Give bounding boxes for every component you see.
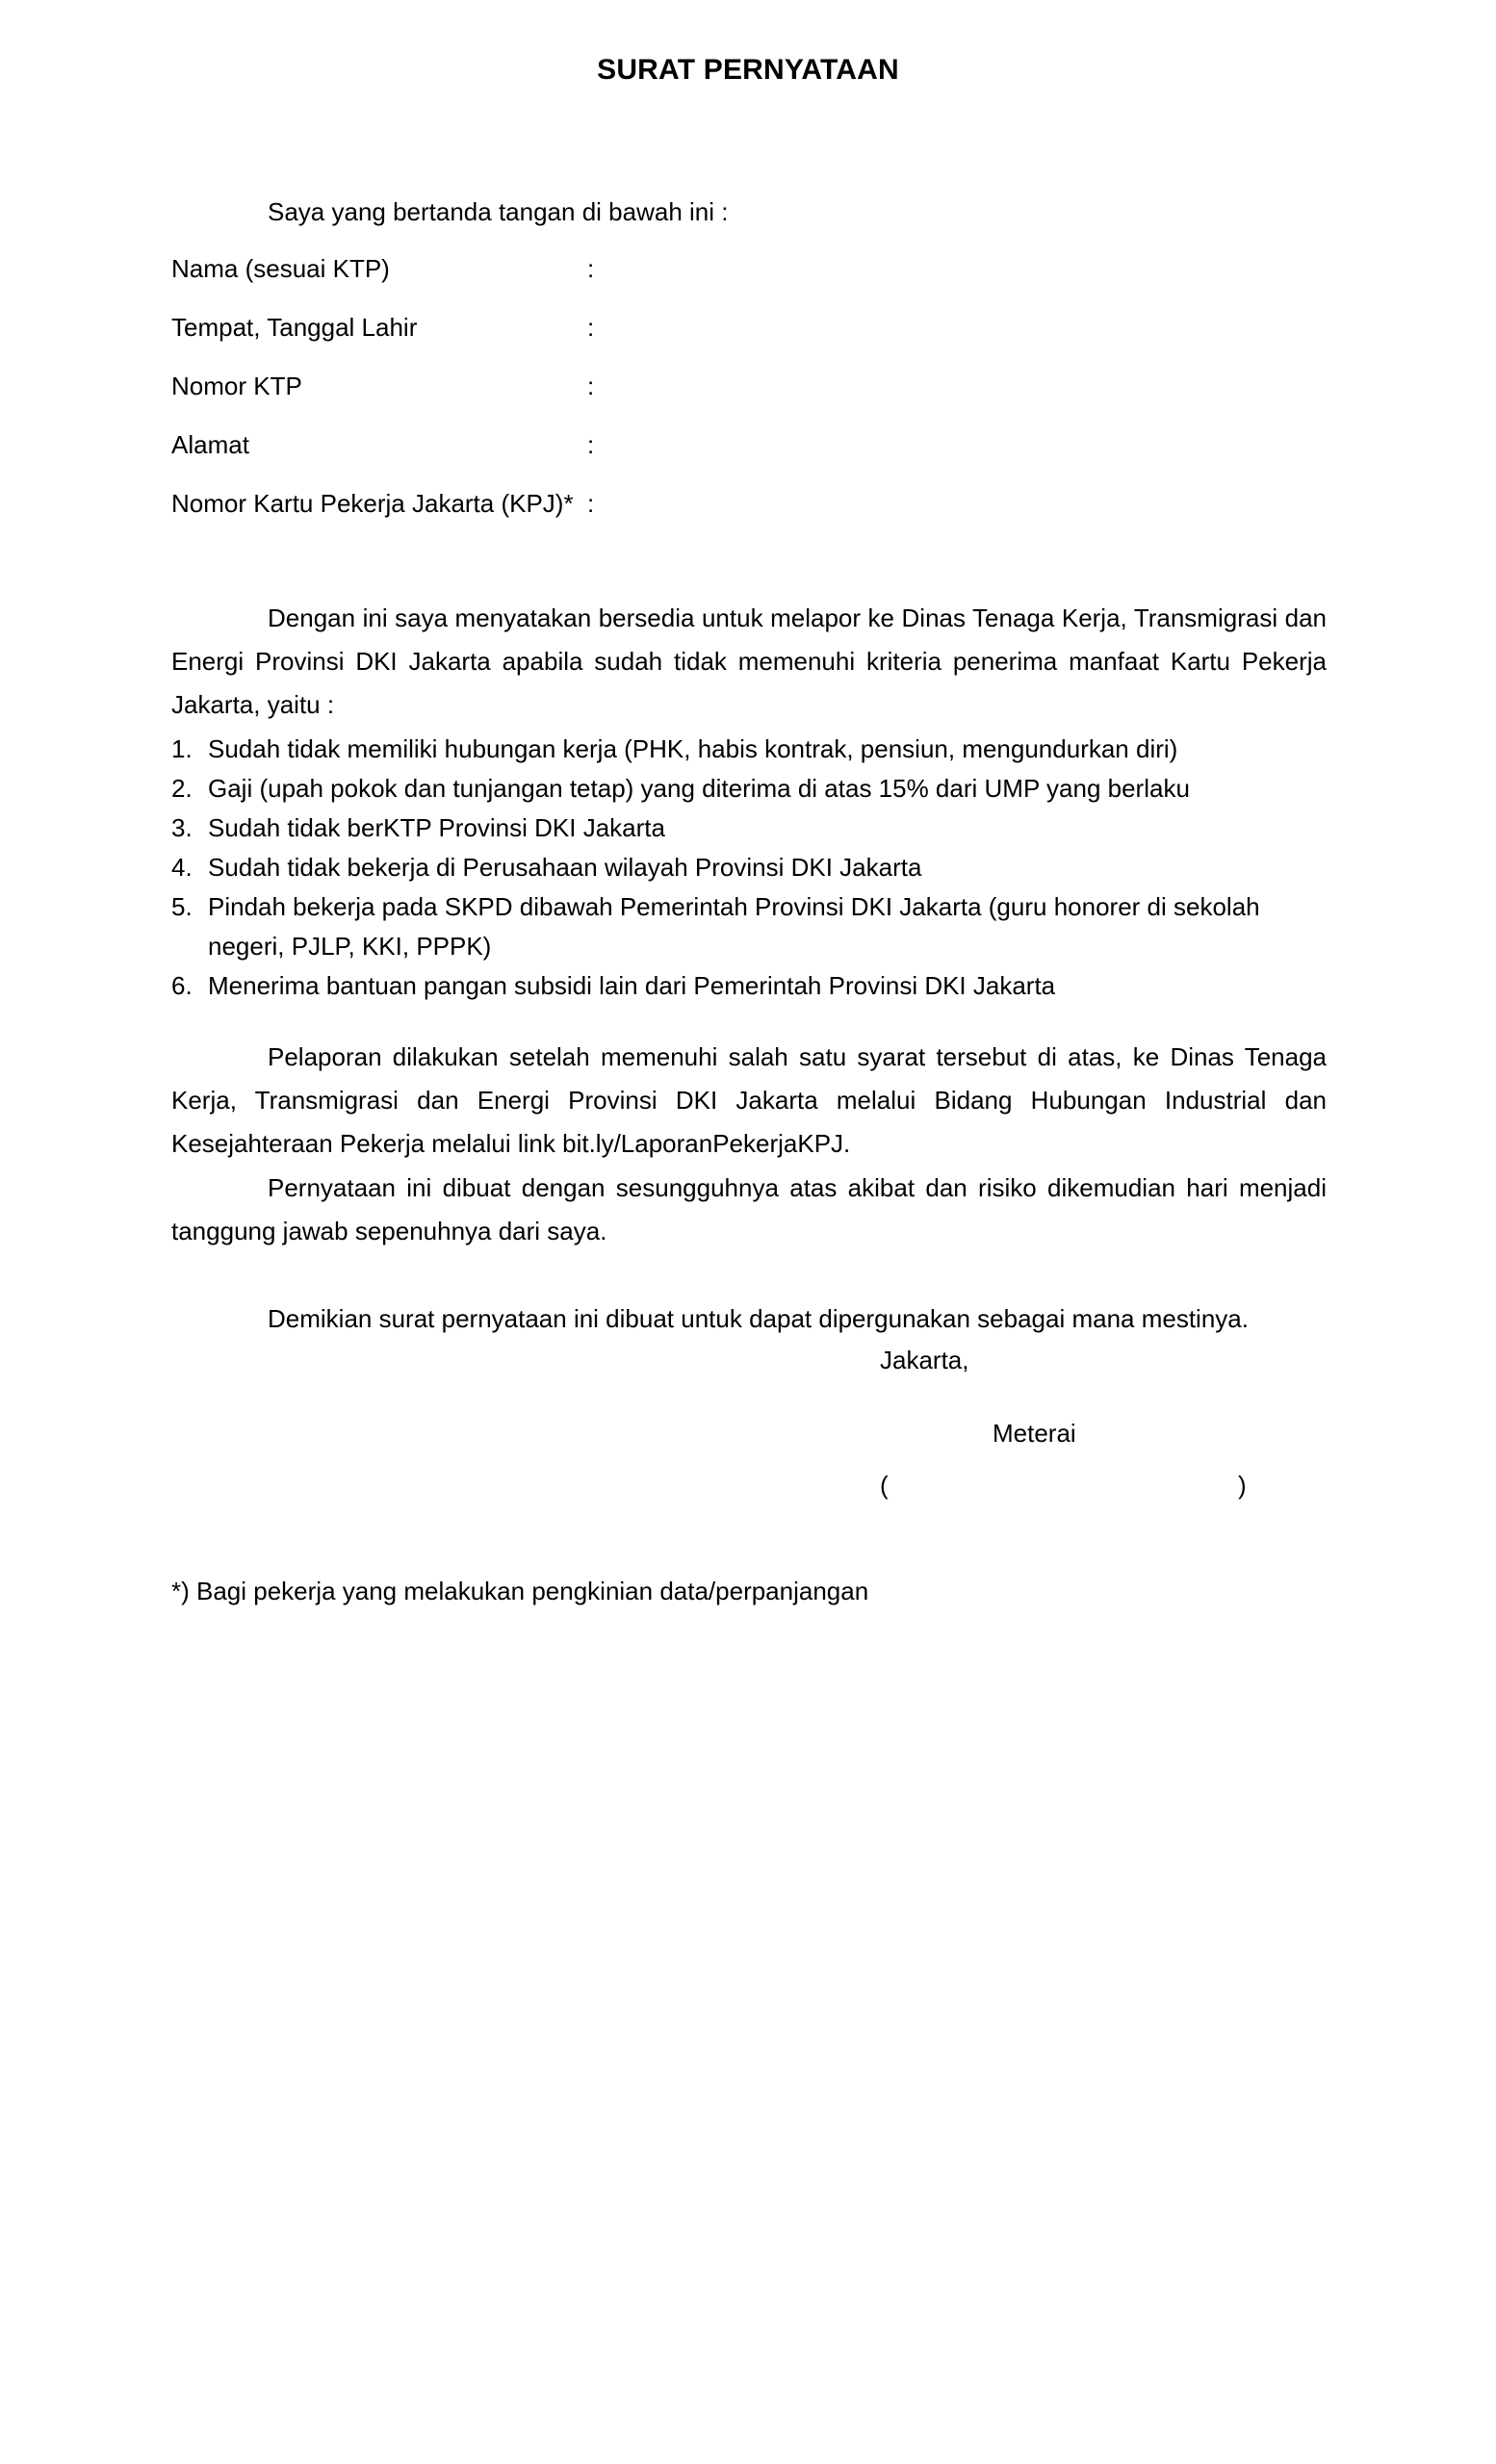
footnote: *) Bagi pekerja yang melakukan pengkinian data/perpanjangan <box>171 1577 869 1605</box>
criteria-list <box>171 730 1327 1006</box>
signature-paren-open: ( <box>880 1471 889 1500</box>
list-item-number: 6. <box>171 971 193 1000</box>
intro-line: Saya yang bertanda tangan di bawah ini : <box>268 197 729 226</box>
field-colon-tempat-tanggal-lahir: : <box>587 313 595 342</box>
paragraph-demikian: Demikian surat pernyataan ini dibuat untuk dapat dipergunakan sebagai mana mestinya. <box>268 1304 1249 1333</box>
field-colon-nomor-ktp: : <box>587 372 595 400</box>
field-row-alamat <box>171 430 845 489</box>
identity-fields <box>171 254 845 548</box>
field-label-nama: Nama (sesuai KTP) <box>171 254 390 283</box>
field-label-tempat-tanggal-lahir: Tempat, Tanggal Lahir <box>171 313 418 342</box>
list-item <box>171 808 1327 848</box>
list-item-text: Sudah tidak memiliki hubungan kerja (PHK, habis kontrak, pensiun, mengundurkan diri) <box>208 734 1178 763</box>
list-item-number: 1. <box>171 734 193 763</box>
list-item-text: Sudah tidak bekerja di Perusahaan wilayah Provinsi DKI Jakarta <box>208 853 922 882</box>
paragraph-pernyataan: Pernyataan ini dibuat dengan sesungguhnya atas akibat dan risiko dikemudian hari menjadi tanggung jawab sepenuhnya dari saya. <box>171 1173 1327 1245</box>
paragraph-intro: Dengan ini saya menyatakan bersedia untuk melapor ke Dinas Tenaga Kerja, Transmigrasi dan Energi Provinsi DKI Jakarta apabila sudah tidak memenuhi kriteria penerima manfaat Kartu Pekerja Jakarta, yaitu : <box>171 603 1327 719</box>
list-item <box>171 966 1327 1006</box>
list-item-text: Pindah bekerja pada SKPD dibawah Pemerintah Provinsi DKI Jakarta (guru honorer di sekolah negeri, PJLP, KKI, PPPK) <box>208 892 1260 961</box>
page-title: SURAT PERNYATAAN <box>597 54 899 86</box>
field-row-nama <box>171 254 845 313</box>
list-item-text: Gaji (upah pokok dan tunjangan tetap) yang diterima di atas 15% dari UMP yang berlaku <box>208 774 1190 803</box>
list-item-number: 4. <box>171 853 193 882</box>
list-item-text: Menerima bantuan pangan subsidi lain dari Pemerintah Provinsi DKI Jakarta <box>208 971 1056 1000</box>
field-label-nomor-kpj: Nomor Kartu Pekerja Jakarta (KPJ)* <box>171 489 574 518</box>
field-row-nomor-ktp <box>171 372 845 430</box>
list-item-number: 3. <box>171 813 193 842</box>
list-item <box>171 848 1327 887</box>
list-item <box>171 730 1327 769</box>
paragraph-pelaporan: Pelaporan dilakukan setelah memenuhi salah satu syarat tersebut di atas, ke Dinas Tenaga Kerja, Transmigrasi dan Energi Provinsi DKI Jakarta melalui Bidang Hubungan Industrial dan Kesejahteraan Pekerja melalui link bit.ly/LaporanPekerjaKPJ. <box>171 1042 1327 1158</box>
field-label-nomor-ktp: Nomor KTP <box>171 372 302 400</box>
field-colon-alamat: : <box>587 430 595 459</box>
signature-stamp-label: Meterai <box>993 1419 1076 1448</box>
list-item <box>171 769 1327 808</box>
signature-place: Jakarta, <box>880 1346 969 1374</box>
list-item <box>171 887 1327 966</box>
field-colon-nomor-kpj: : <box>587 489 595 518</box>
list-item-number: 2. <box>171 774 193 803</box>
list-item-number: 5. <box>171 892 193 921</box>
list-item-text: Sudah tidak berKTP Provinsi DKI Jakarta <box>208 813 665 842</box>
field-colon-nama: : <box>587 254 595 283</box>
signature-paren-close: ) <box>1238 1471 1247 1500</box>
field-row-tempat-tanggal-lahir <box>171 313 845 372</box>
field-label-alamat: Alamat <box>171 430 249 459</box>
field-row-nomor-kpj <box>171 489 845 548</box>
